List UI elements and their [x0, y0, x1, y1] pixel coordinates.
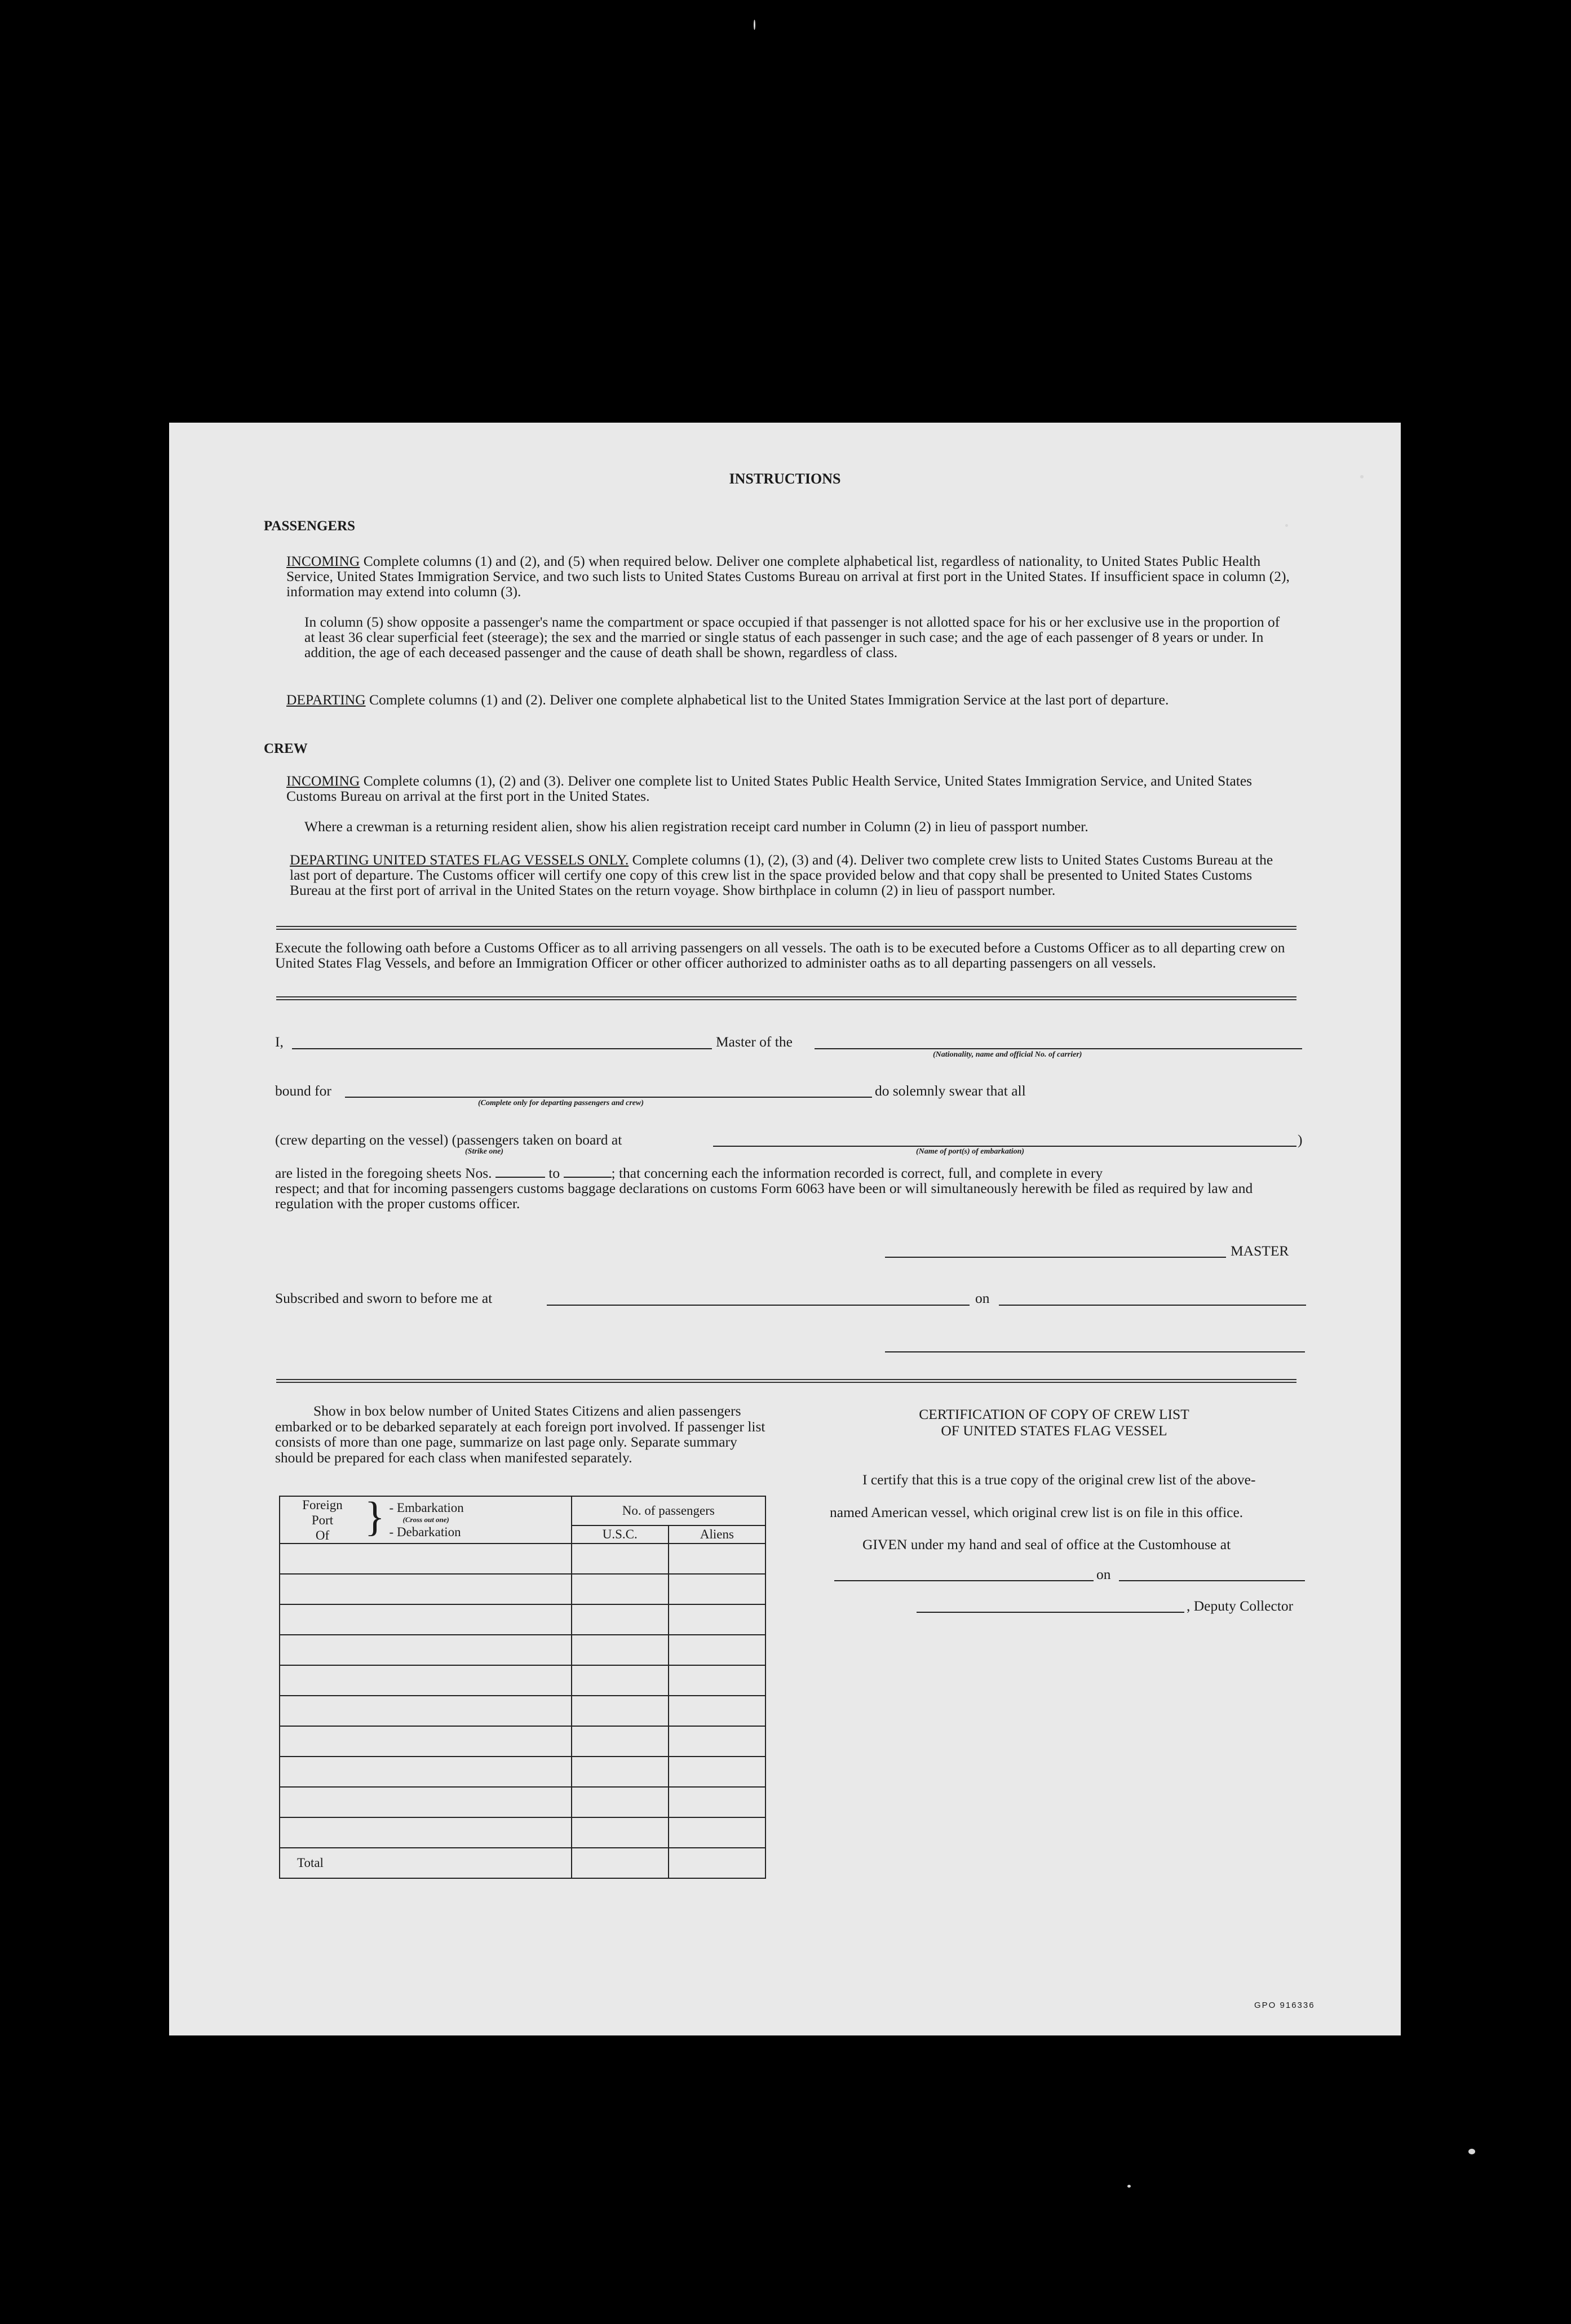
usc-cell[interactable] — [572, 1665, 669, 1696]
certification-text-3: GIVEN under my hand and seal of office at the Customhouse at — [862, 1536, 1231, 1553]
oath-listed-line — [275, 1165, 1103, 1181]
table-row — [280, 1665, 765, 1696]
deputy-collector-signature-field[interactable] — [917, 1612, 1184, 1613]
port-cell[interactable] — [280, 1635, 572, 1665]
passenger-summary-table — [279, 1496, 766, 1879]
sheet-to-field[interactable] — [564, 1177, 612, 1178]
passengers-incoming-text: Complete columns (1) and (2), and (5) when required below. Deliver one complete alphabetical list, regardless of nationality, to United States Public Health Service, United States Immigration Service, and two such lists to United States Customs Bureau on arrival at first port in the United States. If insufficient space in column (2), information may extend into column (3). — [286, 553, 1290, 600]
scan-speck — [754, 20, 755, 30]
certification-title-line2: OF UNITED STATES FLAG VESSEL — [941, 1422, 1167, 1439]
crew-departing-label: DEPARTING UNITED STATES FLAG VESSELS ONLY. — [290, 851, 629, 868]
scan-speck — [1127, 2185, 1131, 2188]
of-label: Of — [315, 1528, 330, 1542]
aliens-header: Aliens — [669, 1525, 765, 1544]
usc-cell[interactable] — [572, 1787, 669, 1817]
divider-rule — [276, 996, 1296, 1000]
embarkation-port-caption: (Name of port(s) of embarkation) — [916, 1147, 1025, 1156]
passengers-heading: PASSENGERS — [264, 518, 356, 534]
usc-cell[interactable] — [572, 1757, 669, 1787]
deputy-collector-label: , Deputy Collector — [1187, 1598, 1294, 1614]
oath-bound-for-label: bound for — [275, 1083, 331, 1099]
certification-title — [806, 1406, 1302, 1439]
table-row — [280, 1787, 765, 1817]
usc-cell[interactable] — [572, 1726, 669, 1757]
certification-text-2: named American vessel, which original crew list is on file in this office. — [830, 1504, 1243, 1520]
crew-resident-paragraph: Where a crewman is a returning resident alien, show his alien registration receipt card number in Column (2) in lieu of passport number. — [304, 818, 1088, 835]
oath-swear-label: do solemnly swear that all — [875, 1083, 1026, 1099]
table-row — [280, 1696, 765, 1726]
port-header-cell — [280, 1496, 572, 1544]
usc-cell[interactable] — [572, 1574, 669, 1604]
oath-respect-text: respect; and that for incoming passengers customs baggage declarations on customs Form 6063 have been or will simultaneously herewith be filed as required by law and regulation with the proper customs officer. — [275, 1180, 1253, 1212]
gpo-footer-code: GPO 916336 — [1254, 2001, 1315, 2010]
debarkation-label: - Debarkation — [389, 1525, 461, 1539]
usc-header: U.S.C. — [572, 1525, 669, 1544]
master-signature-field[interactable] — [885, 1257, 1226, 1258]
scan-speck — [1360, 475, 1364, 478]
usc-total-cell[interactable] — [572, 1848, 669, 1878]
certification-date-field[interactable] — [1119, 1580, 1305, 1581]
certification-text-1: I certify that this is a true copy of the original crew list of the above- — [862, 1471, 1256, 1488]
port-cell[interactable] — [280, 1787, 572, 1817]
brace-glyph: } — [365, 1494, 385, 1540]
aliens-cell[interactable] — [669, 1787, 765, 1817]
officer-signature-field[interactable] — [885, 1351, 1305, 1352]
crew-incoming-label: INCOMING — [286, 773, 360, 789]
table-row — [280, 1604, 765, 1635]
cross-out-caption: (Cross out one) — [402, 1515, 449, 1524]
passengers-column5-paragraph: In column (5) show opposite a passenger's name the compartment or space occupied if that passenger is not allotted space for his or her exclusive use in the proportion of at least 36 clear superficial feet (steerage); the sex and the married or single status of each passenger in such case; and the age of each passenger of 8 years or under. In addition, the age of each deceased passenger and the cause of death shall be shown, regardless of class. — [304, 614, 1280, 660]
master-name-field[interactable] — [292, 1048, 712, 1049]
aliens-cell[interactable] — [669, 1817, 765, 1848]
table-row — [280, 1817, 765, 1848]
certification-title-line1: CERTIFICATION OF COPY OF CREW LIST — [919, 1406, 1189, 1422]
port-cell[interactable] — [280, 1665, 572, 1696]
table-row — [280, 1635, 765, 1665]
divider-rule — [276, 926, 1296, 930]
aliens-cell[interactable] — [669, 1757, 765, 1787]
total-label: Total — [280, 1848, 572, 1878]
oath-master-of-label: Master of the — [716, 1034, 793, 1050]
port-cell[interactable] — [280, 1574, 572, 1604]
port-cell[interactable] — [280, 1817, 572, 1848]
passengers-departing-text: Complete columns (1) and (2). Deliver one complete alphabetical list to the United States Immigration Service at the last port of departure. — [369, 691, 1169, 708]
crew-incoming-text: Complete columns (1), (2) and (3). Deliver one complete list to United States Public Health Service, United States Immigration Service, and United States Customs Bureau on arrival at the first port in the United States. — [286, 773, 1253, 804]
close-paren: ) — [1298, 1132, 1303, 1148]
aliens-cell[interactable] — [669, 1726, 765, 1757]
port-cell[interactable] — [280, 1604, 572, 1635]
usc-cell[interactable] — [572, 1696, 669, 1726]
aliens-cell[interactable] — [669, 1544, 765, 1574]
strike-one-caption: (Strike one) — [465, 1147, 504, 1156]
oath-listed-label: are listed in the foregoing sheets Nos. — [275, 1165, 492, 1181]
passengers-departing-label: DEPARTING — [286, 691, 366, 708]
usc-cell[interactable] — [572, 1604, 669, 1635]
scanned-form-page — [169, 423, 1401, 2035]
certification-on-label: on — [1096, 1566, 1111, 1582]
passengers-incoming-label: INCOMING — [286, 553, 360, 569]
oath-instructions: Execute the following oath before a Customs Officer as to all arriving passengers on all vessels. The oath is to be executed before a Customs Officer as to all departing crew on United States Flag Vessels, and before an Immigration Officer or other officer authorized to administer oaths as to all departing passengers on all vessels. — [275, 939, 1285, 971]
bound-for-caption: (Complete only for departing passengers and crew) — [478, 1099, 644, 1107]
form-title: INSTRUCTIONS — [729, 471, 841, 487]
port-cell[interactable] — [280, 1726, 572, 1757]
passengers-count-header: No. of passengers — [572, 1496, 765, 1525]
port-cell[interactable] — [280, 1544, 572, 1574]
passengers-incoming-paragraph — [286, 553, 1290, 599]
table-row — [280, 1574, 765, 1604]
scan-speck — [1468, 2149, 1475, 2154]
bound-for-field[interactable] — [345, 1097, 872, 1098]
foreign-port-of-label — [280, 1497, 365, 1543]
oath-to-label: to — [548, 1165, 560, 1181]
aliens-cell[interactable] — [669, 1604, 765, 1635]
aliens-cell[interactable] — [669, 1574, 765, 1604]
total-row — [280, 1848, 765, 1878]
sworn-date-field[interactable] — [999, 1305, 1306, 1306]
usc-cell[interactable] — [572, 1817, 669, 1848]
table-row — [280, 1544, 765, 1574]
oath-crew-passengers-label: (crew departing on the vessel) (passengers taken on board at — [275, 1132, 622, 1148]
passengers-departing-paragraph — [286, 692, 1290, 707]
oath-i-label: I, — [275, 1034, 284, 1050]
crew-departing-paragraph — [290, 852, 1293, 898]
scan-speck — [1285, 524, 1288, 527]
divider-rule — [276, 1379, 1296, 1383]
table-row — [280, 1757, 765, 1787]
table-row — [280, 1726, 765, 1757]
foreign-label: Foreign — [302, 1497, 343, 1512]
sworn-on-label: on — [975, 1290, 990, 1306]
embarkation-label: - Embarkation — [389, 1501, 464, 1515]
crew-heading: CREW — [264, 741, 308, 756]
aliens-total-cell[interactable] — [669, 1848, 765, 1878]
master-label: MASTER — [1231, 1243, 1289, 1259]
crew-departing-text: Complete columns (1), (2), (3) and (4). Deliver two complete crew lists to United States Customs Bureau at the last port of departure. The Customs officer will certify one copy of this crew list in the space provided below and that copy shall be presented to United States Customs Bureau at the first port of arrival in the United States on the return voyage. Show birthplace in column (2) in lieu of passport number. — [290, 851, 1273, 898]
carrier-field[interactable] — [815, 1048, 1302, 1049]
customhouse-field[interactable] — [834, 1580, 1094, 1581]
subscribed-label: Subscribed and sworn to before me at — [275, 1290, 493, 1306]
usc-cell[interactable] — [572, 1544, 669, 1574]
crew-incoming-paragraph — [286, 773, 1290, 804]
carrier-caption: (Nationality, name and official No. of carrier) — [933, 1050, 1082, 1059]
oath-listed-rest: ; that concerning each the information recorded is correct, full, and complete in every — [611, 1165, 1103, 1181]
usc-cell[interactable] — [572, 1635, 669, 1665]
summary-instructions: Show in box below number of United States Citizens and alien passengers embarked or to be debarked separately at each foreign port involved. If passenger list consists of more than one page, summarize on last page only. Separate summary should be prepared for each class when manifested separately. — [275, 1403, 765, 1466]
embarkation-port-field[interactable] — [713, 1146, 1296, 1147]
sheet-from-field[interactable] — [495, 1177, 545, 1178]
aliens-cell[interactable] — [669, 1696, 765, 1726]
aliens-cell[interactable] — [669, 1665, 765, 1696]
port-cell[interactable] — [280, 1757, 572, 1787]
aliens-cell[interactable] — [669, 1635, 765, 1665]
sworn-place-field[interactable] — [547, 1305, 970, 1306]
port-cell[interactable] — [280, 1696, 572, 1726]
port-label: Port — [311, 1513, 334, 1527]
